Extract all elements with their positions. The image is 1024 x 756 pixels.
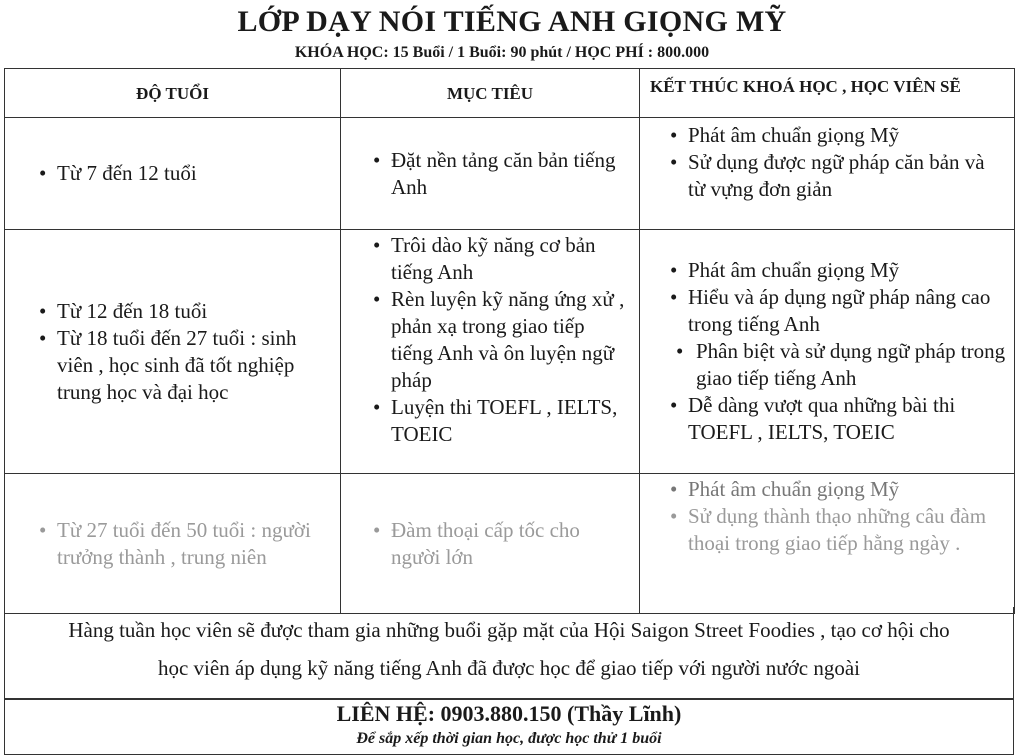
table-row — [5, 118, 1015, 230]
age-cell — [5, 230, 341, 474]
table-row — [5, 230, 1015, 474]
list-item: • Đàm thoại cấp tốc cho người lớn — [367, 517, 631, 571]
course-info: KHÓA HỌC: 15 Buổi / 1 Buổi: 90 phút / HỌC PHÍ : 800.000 — [294, 44, 710, 61]
goal-cell — [341, 474, 640, 614]
list-item: • Hiểu và áp dụng ngữ pháp nâng cao trong tiếng Anh — [664, 284, 1006, 338]
age-cell — [5, 118, 341, 230]
list-item: • Trôi dào kỹ năng cơ bản tiếng Anh — [367, 232, 631, 286]
age-cell — [5, 474, 341, 614]
contact-box — [4, 699, 1014, 755]
weekly-meetup-note — [4, 607, 1014, 699]
list-item: • Từ 18 tuổi đến 27 tuổi : sinh viên , học sinh đã tốt nghiệp trung học và đại học — [33, 325, 332, 406]
goal-cell — [341, 230, 640, 474]
header-age: ĐỘ TUỔI — [5, 69, 341, 118]
note-line: Hàng tuần học viên sẽ được tham gia những buổi gặp mặt của Hội Saigon Street Foodies , tạo cơ hội cho — [68, 618, 950, 642]
list-item: • Đặt nền tảng căn bản tiếng Anh — [367, 147, 631, 201]
list-item: • Phát âm chuẩn giọng Mỹ — [664, 257, 1006, 284]
list-item: • Từ 7 đến 12 tuổi — [33, 160, 332, 187]
list-item: • Rèn luyện kỹ năng ứng xử , phản xạ trong giao tiếp tiếng Anh và ôn luyện ngữ pháp — [367, 286, 631, 394]
list-item: • Phát âm chuẩn giọng Mỹ — [664, 476, 1006, 503]
result-cell — [640, 474, 1015, 614]
list-item: • Phát âm chuẩn giọng Mỹ — [664, 122, 1006, 149]
page-title: LỚP DẠY NÓI TIẾNG ANH GIỌNG MỸ — [237, 5, 787, 38]
contact-phone: LIÊN HỆ: 0903.880.150 (Thầy Lĩnh) — [336, 701, 682, 726]
list-item: • Từ 27 tuổi đến 50 tuổi : người trưởng thành , trung niên — [33, 517, 332, 571]
list-item: • Từ 12 đến 18 tuổi — [33, 298, 332, 325]
contact-note: Để sắp xếp thời gian học, được học thử 1 buổi — [356, 730, 662, 747]
goal-cell — [341, 118, 640, 230]
list-item: • Sử dụng thành thạo những câu đàm thoại trong giao tiếp hằng ngày . — [664, 503, 1006, 557]
list-item: • Sử dụng được ngữ pháp căn bản và từ vựng đơn giản — [664, 149, 1006, 203]
table-row — [5, 474, 1015, 614]
result-cell — [640, 230, 1015, 474]
list-item: • Phân biệt và sử dụng ngữ pháp trong giao tiếp tiếng Anh — [664, 338, 1006, 392]
header-results: KẾT THÚC KHOÁ HỌC , HỌC VIÊN SẼ — [640, 69, 1015, 118]
header-goals: MỤC TIÊU — [341, 69, 640, 118]
table-header-row — [5, 69, 1015, 118]
list-item: • Luyện thi TOEFL , IELTS, TOEIC — [367, 394, 631, 448]
list-item: • Dễ dàng vượt qua những bài thi TOEFL , IELTS, TOEIC — [664, 392, 1006, 446]
course-table — [4, 68, 1015, 614]
result-cell — [640, 118, 1015, 230]
note-line: học viên áp dụng kỹ năng tiếng Anh đã được học để giao tiếp với người nước ngoài — [157, 656, 860, 680]
